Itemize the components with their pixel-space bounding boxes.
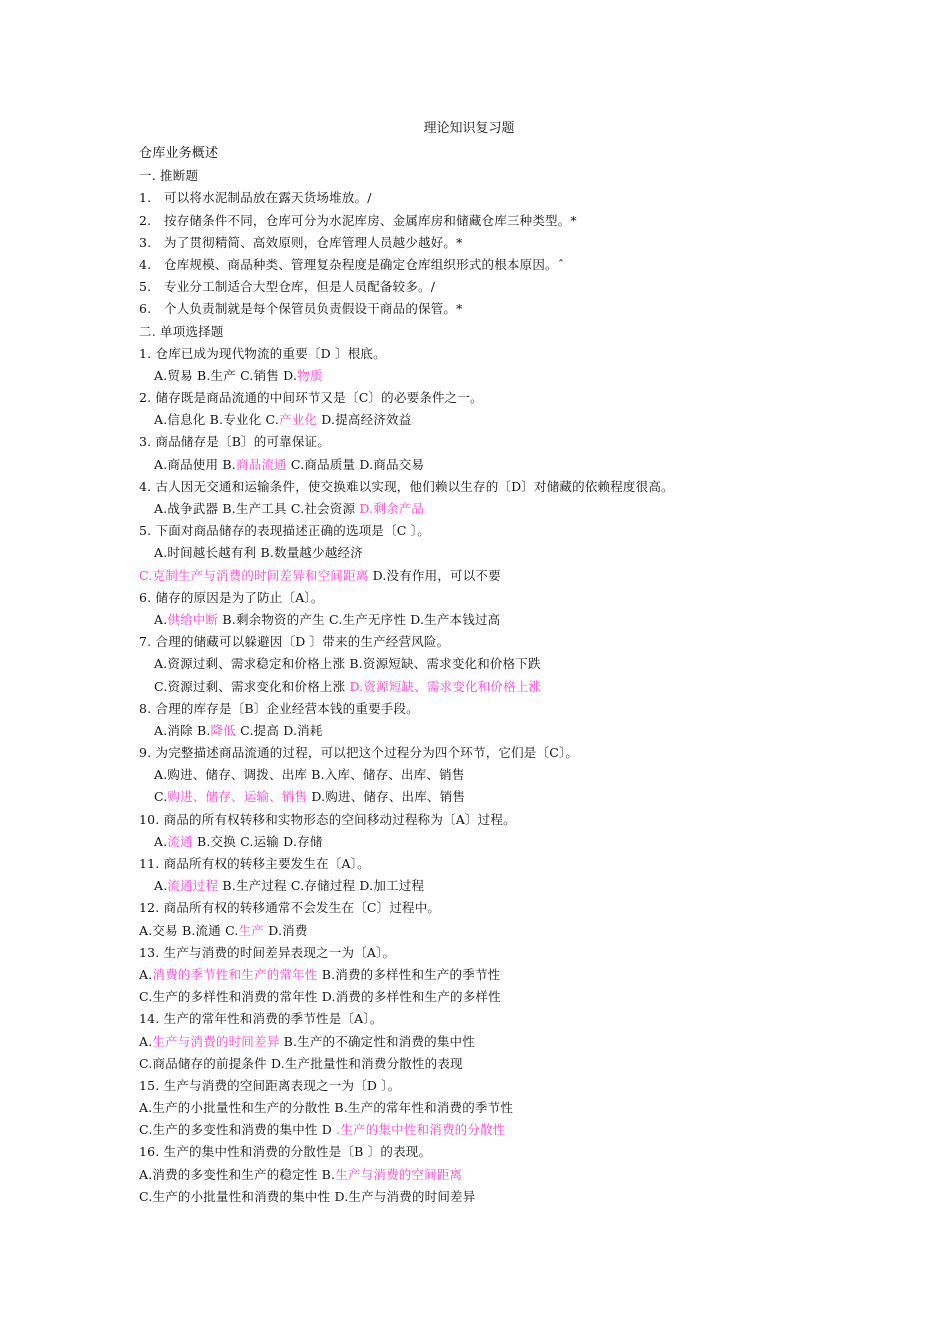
option-text: D.提高经济效益	[317, 412, 412, 428]
question-options	[139, 964, 839, 986]
answer-highlight: 降低	[210, 722, 236, 738]
option-text: B.生产的不确定性和消费的集中性	[279, 1033, 475, 1049]
question-options: A.生产的小批量性和生产的分散性 B.生产的常年性和消费的季节性	[139, 1100, 514, 1116]
question-options	[139, 409, 839, 431]
question-options	[139, 609, 839, 631]
answer-highlight: 购进、储存、运输、销售	[167, 789, 308, 805]
answer-highlight: 生产	[238, 922, 265, 938]
judgement-item: 6. 个人负责制就是每个保管员负责假设干商品的保管。*	[139, 301, 463, 317]
question-stem: 4. 古人因无交通和运输条件，使交换难以实现，他们赖以生存的〔D〕对储藏的依赖程度很高。	[139, 478, 674, 494]
question-stem: 5. 下面对商品储存的表现描述正确的选项是〔C 〕。	[139, 523, 430, 539]
option-text: A.信息化 B.专业化 C.	[154, 412, 279, 428]
question-options: A.购进、储存、调拨、出库 B.入库、储存、出库、销售	[154, 767, 465, 783]
option-text: D.购进、储存、出库、销售	[307, 789, 466, 805]
answer-highlight: 供给中断	[167, 611, 219, 627]
question-stem: 12. 商品所有权的转移通常不会发生在〔C〕过程中。	[139, 900, 441, 916]
option-text: B.生产过程 C.存储过程 D.加工过程	[218, 878, 425, 894]
question-options	[139, 831, 839, 853]
section-title: 仓库业务概述	[139, 146, 219, 161]
answer-highlight: 产业化	[279, 412, 318, 428]
answer-highlight: 生产与消费的时间差异	[152, 1033, 280, 1049]
option-text: A.贸易 B.生产 C.销售 D.	[154, 367, 298, 383]
part-heading: 一. 推断题	[139, 168, 199, 184]
option-text: A.	[154, 878, 168, 894]
question-stem: 14. 生产的常年性和消费的季节性是〔A〕。	[139, 1011, 383, 1027]
question-options	[139, 786, 839, 808]
option-text: A.商品使用 B.	[154, 456, 236, 472]
answer-highlight: C.克制生产与消费的时间差异和空间距离	[139, 567, 369, 583]
part-heading: 二. 单项选择题	[139, 323, 224, 339]
option-text: C.生产的多变性和消费的集中性 D	[139, 1122, 337, 1138]
question-options	[139, 1119, 839, 1141]
document-title: 理论知识复习题	[423, 121, 515, 136]
option-text: D.没有作用，可以不要	[368, 567, 501, 583]
option-text: B.消费的多样性和生产的季节性	[317, 966, 501, 982]
judgement-item: 3. 为了贯彻精简、高效原则，仓库管理人员越少越好。*	[139, 234, 463, 250]
option-text: B.剩余物资的产生 C.生产无序性 D.生产本钱过高	[218, 611, 501, 627]
question-options	[139, 498, 839, 520]
judgement-item: 2. 按存储条件不同，仓库可分为水泥库房、金属库房和储藏仓库三种类型。*	[139, 212, 577, 228]
question-stem: 9. 为完整描述商品流通的过程，可以把这个过程分为四个环节，它们是〔C〕。	[139, 745, 579, 761]
question-options	[139, 676, 839, 698]
option-text: A.	[139, 966, 153, 982]
option-text: C.资源过剩、需求变化和价格上涨	[154, 678, 350, 694]
answer-highlight: D.剩余产品	[359, 501, 425, 516]
question-stem: 16. 生产的集中性和消费的分散性是〔B 〕的表现。	[139, 1144, 432, 1160]
option-text: A.消除 B.	[154, 722, 211, 738]
question-stem: 2. 储存既是商品流通的中间环节又是〔C〕的必要条件之一。	[139, 390, 483, 406]
option-text: B.交换 C.运输 D.存储	[192, 833, 323, 849]
question-options: C.商品储存的前提条件 D.生产批量性和消费分散性的表现	[139, 1055, 463, 1071]
question-stem: 1. 仓库已成为现代物流的重要〔D 〕根底。	[139, 345, 386, 361]
question-options	[139, 565, 839, 587]
judgement-item: 1. 可以将水泥制品放在露天货场堆放。/	[139, 190, 372, 206]
question-options	[139, 720, 839, 742]
question-options	[139, 920, 839, 942]
answer-highlight: .生产的集中性和消费的分散性	[336, 1122, 506, 1138]
question-stem: 8. 合理的库存是〔B〕企业经营本钱的重要手段。	[139, 700, 419, 716]
question-stem: 15. 生产与消费的空间距离表现之一为〔D 〕。	[139, 1077, 401, 1093]
answer-highlight: D.资源短缺、需求变化和价格上涨	[349, 678, 542, 694]
option-text: C.商品质量 D.商品交易	[286, 456, 425, 472]
option-text: D.消费	[264, 922, 308, 938]
question-options	[139, 1164, 839, 1186]
answer-highlight: 流通过程	[167, 878, 219, 894]
question-stem: 3. 商品储存是〔B〕的可靠保证。	[139, 434, 330, 450]
question-options: C.生产的多样性和消费的常年性 D.消费的多样性和生产的多样性	[139, 989, 501, 1005]
option-text: A.战争武器 B.生产工具 C.社会资源	[154, 501, 360, 516]
question-stem: 6. 储存的原因是为了防止〔A〕。	[139, 589, 324, 605]
question-stem: 7. 合理的储藏可以躲避因〔D 〕带来的生产经营风险。	[139, 634, 450, 650]
question-options	[139, 365, 839, 387]
question-stem: 10. 商品的所有权转移和实物形态的空间移动过程称为〔A〕过程。	[139, 811, 516, 827]
document-body	[139, 143, 839, 1208]
answer-highlight: 消费的季节性和生产的常年性	[152, 966, 318, 982]
question-options	[139, 1031, 839, 1053]
option-text: C.提高 D.消耗	[235, 722, 323, 738]
option-text: A.交易 B.流通 C.	[139, 922, 239, 938]
question-options: A.时间越长越有利 B.数量越少越经济	[154, 545, 363, 561]
answer-highlight: 生产与消费的空间距离	[335, 1166, 463, 1182]
option-text: A.消费的多变性和生产的稳定性 B.	[139, 1166, 336, 1182]
question-stem: 11. 商品所有权的转移主要发生在〔A〕。	[139, 856, 370, 871]
question-options	[139, 454, 839, 476]
option-text: A.	[139, 1033, 153, 1049]
answer-highlight: 商品流通	[235, 456, 287, 472]
option-text: C.	[154, 789, 168, 805]
question-stem: 13. 生产与消费的时间差异表现之一为〔A〕。	[139, 944, 396, 960]
option-text: A.	[154, 833, 168, 849]
answer-highlight: 物质	[297, 367, 323, 383]
question-options: A.资源过剩、需求稳定和价格上涨 B.资源短缺、需求变化和价格下跌	[154, 656, 541, 672]
judgement-item: 5. 专业分工制适合大型仓库，但是人员配备较多。/	[139, 279, 436, 295]
answer-highlight: 流通	[167, 833, 193, 849]
question-options: C.生产的小批量性和消费的集中性 D.生产与消费的时间差异	[139, 1188, 476, 1204]
judgement-item: 4. 仓库规模、商品种类、管理复杂程度是确定仓库组织形式的根本原因。ˆ	[139, 256, 565, 272]
option-text: A.	[154, 611, 168, 627]
question-options	[139, 875, 839, 897]
